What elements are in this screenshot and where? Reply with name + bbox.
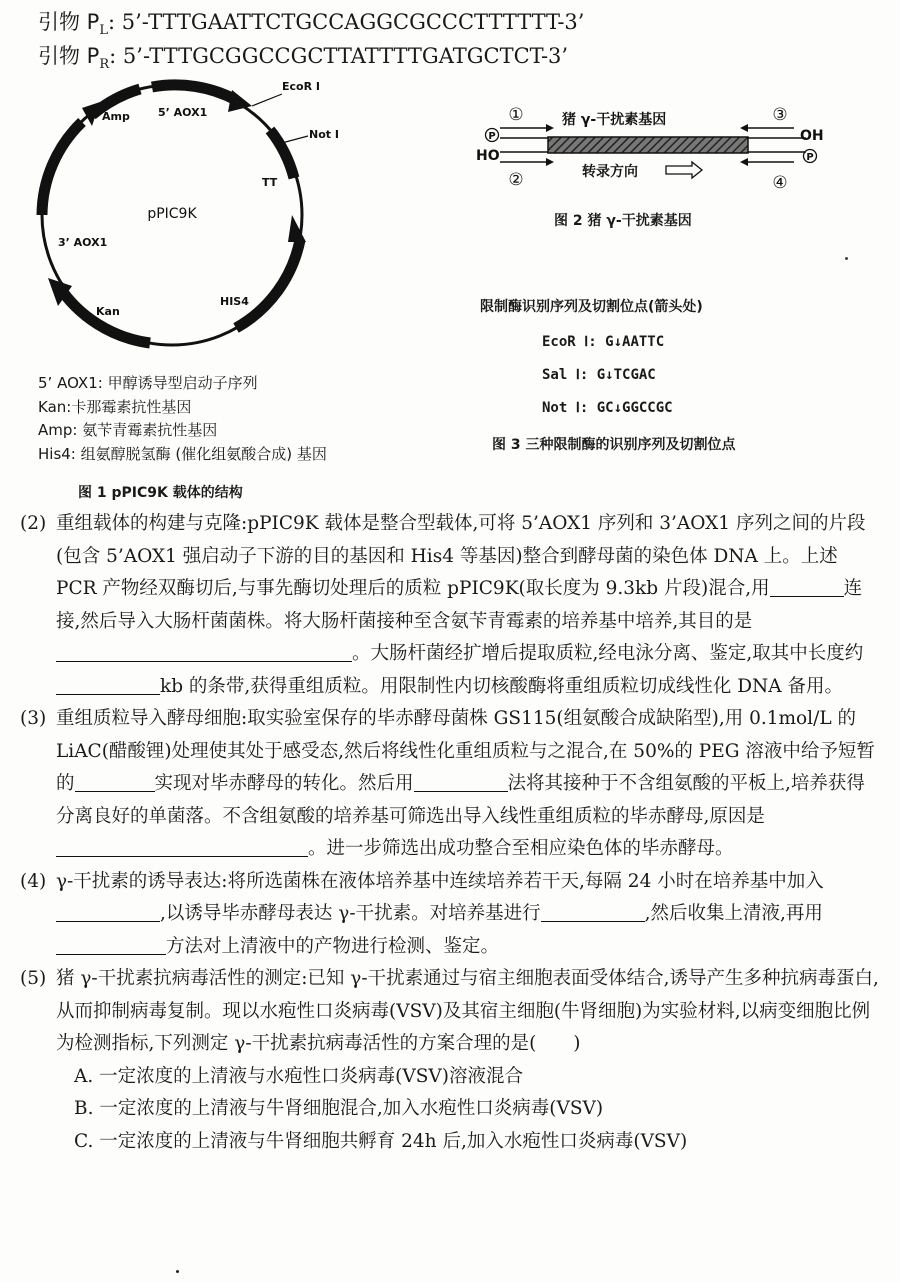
legend-his4: His4: 组氨醇脱氢酶 (催化组氨酸合成) 基因 bbox=[38, 444, 327, 463]
question-2: (2) 重组载体的构建与克隆:pPIC9K 载体是整合型载体,可将 5’AOX1 序列和 3’AOX1 序列之间的片段(包含 5’AOX1 强启动子下游的目的基因和 His4 等基因)整合到酵母菌的染色体 DNA 上。上述 PCR 产物经双酶切后,与事先酶切处理后的质粒 pPIC9K(取长度为 9.3kb 片段)混合,用 连接,然后导入大肠杆菌菌株。将大肠杆菌接种至含氨苄青霉素的培养基中培养,其目的是。大肠杆菌经扩增后提取质粒,经电泳分离、鉴定,取其中长度约kb 的条带,获得重组质粒。用限制性内切核酸酶将重组质粒切成线性化 DNA 备用。 bbox=[20, 513, 866, 697]
tt-arc bbox=[270, 130, 294, 178]
oh-label: OH bbox=[800, 128, 824, 144]
transcription-label: 转录方向 bbox=[582, 164, 638, 180]
figure3-caption: 图 3 三种限制酶的识别序列及切割位点 bbox=[492, 437, 736, 453]
his4-label: HIS4 bbox=[220, 295, 249, 308]
question-3: (3) 重组质粒导入酵母细胞:取实验室保存的毕赤酵母菌株 GS115(组氨酸合成缺陷型),用 0.1mol/L 的 LiAC(醋酸锂)处理使其处于感受态,然后将线性化重组质粒与之混合,在 50%的 PEG 溶液中给予短暂的 实现对毕赤酵母的转化。然后用 法将其接种于不含组氨酸的平板上,培养获得分离良好的单菌落。不含组氨酸的培养基可筛选出导入线性重组质粒的毕赤酵母,原因是。进一步筛选出成功整合至相应染色体的毕赤酵母。 bbox=[20, 708, 875, 859]
primer3-arrow bbox=[740, 124, 748, 132]
answer-blank[interactable] bbox=[414, 772, 508, 792]
answer-blank[interactable] bbox=[541, 902, 645, 922]
primer-pl: 引物 $P_L$: 5’-TTTGAATTCTGCCAGGCGCCCTTTTTT-3’ bbox=[38, 10, 585, 39]
label-1: ① bbox=[508, 105, 524, 125]
option-b[interactable]: B. 一定浓度的上清液与牛肾细胞混合,加入水疱性口炎病毒(VSV) bbox=[74, 1098, 604, 1119]
enzyme-sali: Sal Ⅰ: G↓TCGAC bbox=[542, 367, 656, 383]
answer-blank[interactable] bbox=[770, 577, 844, 597]
answer-blank[interactable] bbox=[75, 772, 155, 792]
primer2-arrow bbox=[546, 158, 554, 166]
figure2-gene-diagram bbox=[470, 100, 850, 200]
legend-amp: Amp: 氨苄青霉素抗性基因 bbox=[38, 421, 218, 439]
question-text bbox=[20, 508, 882, 1158]
tt-label: TT bbox=[262, 176, 278, 189]
not1-label: Not Ⅰ bbox=[309, 128, 339, 141]
figure1-legend bbox=[38, 372, 327, 466]
enzyme-noti: Not Ⅰ: GC↓GGCCGC bbox=[542, 400, 673, 416]
answer-blank[interactable] bbox=[56, 642, 352, 662]
label-3: ③ bbox=[772, 105, 788, 125]
his4-arc bbox=[236, 240, 300, 328]
gene-block bbox=[548, 137, 748, 153]
label-2: ② bbox=[508, 170, 524, 190]
cut-arrow-icon: ↓ bbox=[613, 334, 623, 350]
question-5: (5) 猪 γ-干扰素抗病毒活性的测定:已知 γ-干扰素通过与宿主细胞表面受体结合,诱导产生多种抗病毒蛋白,从而抑制病毒复制。现以水疱性口炎病毒(VSV)及其宿主细胞(牛肾细胞)为实验材料,以病变细胞比例为检测指标,下列测定 γ-干扰素抗病毒活性的方案合理的是( ) bbox=[20, 968, 879, 1054]
aox3-label: 3’ AOX1 bbox=[58, 236, 108, 249]
figure2-caption: 图 2 猪 γ-干扰素基因 bbox=[554, 213, 692, 229]
aox5-label: 5’ AOX1 bbox=[158, 106, 208, 119]
answer-blank[interactable] bbox=[56, 837, 308, 857]
ecori-label: EcoR Ⅰ bbox=[282, 80, 320, 93]
answer-blank[interactable] bbox=[56, 934, 166, 954]
answer-blank[interactable] bbox=[56, 674, 160, 694]
ho-label: HO bbox=[476, 148, 500, 164]
figure1-plasmid-map bbox=[0, 60, 440, 380]
primer-pr: 引物 $P_R$: 5’-TTTGCGGCCGCTTATTTTGATGCTCT-3’ bbox=[38, 44, 569, 73]
figure3-enzymes bbox=[480, 296, 703, 425]
cut-arrow-icon: ↓ bbox=[613, 400, 623, 416]
plasmid-name: pPIC9K bbox=[147, 206, 197, 222]
figure1-caption: 图 1 pPIC9K 载体的结构 bbox=[78, 485, 243, 501]
kan-label: Kan bbox=[96, 305, 120, 318]
transcription-arrow bbox=[666, 162, 702, 178]
option-c[interactable]: C. 一定浓度的上清液与牛肾细胞共孵育 24h 后,加入水疱性口炎病毒(VSV) bbox=[74, 1130, 688, 1152]
cut-arrow-icon: ↓ bbox=[605, 367, 614, 383]
aox3-arc bbox=[42, 122, 82, 215]
gene-label: 猪 γ-干扰素基因 bbox=[562, 112, 667, 128]
question-4: (4) γ-干扰素的诱导表达:将所选菌株在液体培养基中连续培养若干天,每隔 24 小时在培养基中加入,以诱导毕赤酵母表达 γ-干扰素。对培养基进行 ,然后收集上清液,再用方法对上清液中的产物进行检测、鉴定。 bbox=[20, 870, 824, 957]
primer4-arrow bbox=[740, 158, 748, 166]
primer1-arrow bbox=[546, 124, 554, 132]
amp-label: Amp bbox=[102, 110, 130, 123]
svg-text:P: P bbox=[488, 131, 496, 142]
figure3-title: 限制酶识别序列及切割位点(箭头处) bbox=[480, 299, 703, 315]
answer-blank[interactable] bbox=[56, 902, 160, 922]
legend-aox1: 5’ AOX1: 甲醇诱导型启动子序列 bbox=[38, 374, 258, 392]
ecori-line bbox=[252, 94, 282, 106]
option-a[interactable]: A. 一定浓度的上清液与水疱性口炎病毒(VSV)溶液混合 bbox=[74, 1065, 523, 1087]
legend-kan: Kan:卡那霉素抗性基因 bbox=[38, 397, 192, 416]
enzyme-ecori: EcoR Ⅰ: G↓AATTC bbox=[542, 334, 665, 350]
label-4: ④ bbox=[772, 173, 788, 193]
svg-text:P: P bbox=[806, 152, 814, 163]
aox5-arc bbox=[152, 85, 236, 100]
